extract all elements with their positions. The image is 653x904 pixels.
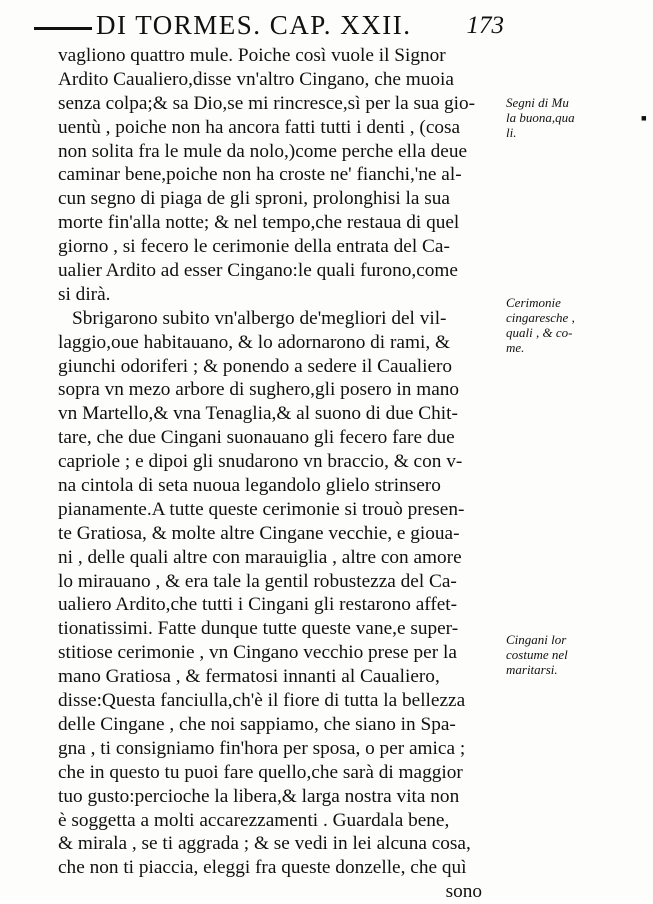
- text-line: non solita fra le mule da nolo,)come perche ella deue: [58, 140, 468, 162]
- text-line: laggio,oue habitauano, & lo adornarono di rami, &: [58, 331, 450, 353]
- margin-note: [506, 95, 626, 140]
- text-line: ni , delle quali altre con marauiglia , altre con amore: [58, 546, 462, 568]
- header-rule: [34, 27, 92, 30]
- text-line: sopra vn mezo arbore di sughero,gli posero in mano: [58, 379, 460, 401]
- text-line: Ardito Caualiero,disse vn'altro Cingano, che muoia: [58, 68, 454, 90]
- text-line: che non ti piaccia, eleggi fra queste donzelle, che quì: [58, 857, 467, 879]
- margin-note-line: li.: [506, 125, 517, 140]
- running-head: DI TORMES. CAP. XXII.: [96, 10, 412, 40]
- margin-note: [506, 632, 626, 677]
- text-line: delle Cingane , che noi sappiamo, che siano in Spa-: [58, 713, 456, 735]
- text-line: lo mirauano , & era tale la gentil robustezza del Ca-: [58, 570, 457, 592]
- text-line: morte fin'alla notte; & nel tempo,che restaua di quel: [58, 212, 460, 234]
- page-edge-mark: ▪: [640, 108, 647, 128]
- text-line: ualier Ardito ad esser Cingano:le quali furono,come: [58, 260, 458, 282]
- page-header: [34, 10, 504, 46]
- margin-note-line: maritarsi.: [506, 662, 558, 677]
- text-line: & mirala , se ti aggrada ; & se vedi in lei alcuna cosa,: [58, 833, 471, 855]
- text-line: na cintola di seta nuoua legandolo glielo strinsero: [58, 475, 441, 497]
- text-line: capriole ; e dipoi gli snudarono vn braccio, & con v-: [58, 451, 463, 473]
- text-line: giunchi odoriferi ; & ponendo a sedere il Caualiero: [58, 355, 453, 377]
- text-line: caminar bene,poiche non ha croste ne' fianchi,'ne al-: [58, 164, 462, 186]
- text-line: senza colpa;& sa Dio,se mi rincresce,sì per la sua gio-: [58, 92, 476, 114]
- margin-note-line: me.: [506, 340, 525, 355]
- text-line: ualiero Ardito,che tutti i Cingani gli restarono affet-: [58, 594, 458, 616]
- text-line: te Gratiosa, & molte altre Cingane vecchie, e gioua-: [58, 522, 460, 544]
- paragraph-start-line: Sbrigarono subito vn'albergo de'megliori del vil-: [72, 307, 447, 329]
- text-line: tionatissimi. Fatte dunque tutte queste vane,e super-: [58, 618, 459, 640]
- text-line: si dirà.: [58, 283, 111, 305]
- text-line: uentù , poiche non ha ancora fatti tutti i denti , (cosa: [58, 116, 461, 138]
- text-line: vn Martello,& vna Tenaglia,& al suono di due Chit-: [58, 403, 458, 425]
- margin-note-line: Cingani lor: [506, 632, 567, 647]
- margin-note: [506, 295, 626, 355]
- margin-note-line: costume nel: [506, 647, 568, 662]
- text-line: disse:Questa fanciulla,ch'è il fiore di tutta la bellezza: [58, 690, 466, 712]
- body-text: [58, 44, 504, 904]
- text-line: pianamente.A tutte queste cerimonie si trouò presen-: [58, 498, 465, 520]
- text-line: gna , ti consigniamo fin'hora per sposa, o per amica ;: [58, 737, 466, 759]
- text-line: vagliono quattro mule. Poiche così vuole il Signor: [58, 45, 446, 66]
- margin-note-line: Segni di Mu: [506, 95, 569, 110]
- margin-note-line: Cerimonie: [506, 295, 561, 310]
- page-number: 173: [466, 12, 504, 39]
- text-line: mano Gratiosa , & fermatosi innanti al Caualiero,: [58, 666, 440, 688]
- text-line: tare, che due Cingani suonauano gli fecero fare due: [58, 427, 455, 449]
- text-line: stitiose cerimonie , vn Cingano vecchio prese per la: [58, 642, 457, 664]
- text-line: che in questo tu puoi fare quello,che sarà di maggior: [58, 761, 463, 783]
- margin-note-line: la buona,qua: [506, 110, 575, 125]
- text-line: cun segno di piaga de gli sproni, prolonghisi la sua: [58, 188, 450, 210]
- text-line: tuo gusto:percioche la libera,& larga nostra vita non: [58, 785, 460, 807]
- margin-note-line: cingaresche ,: [506, 310, 575, 325]
- margin-note-line: quali , & co-: [506, 325, 573, 340]
- text-line: è soggetta a molti accarezzamenti . Guardala bene,: [58, 809, 450, 831]
- catchword: sono: [445, 881, 482, 903]
- text-line: giorno , si fecero le cerimonie della entrata del Ca-: [58, 236, 450, 258]
